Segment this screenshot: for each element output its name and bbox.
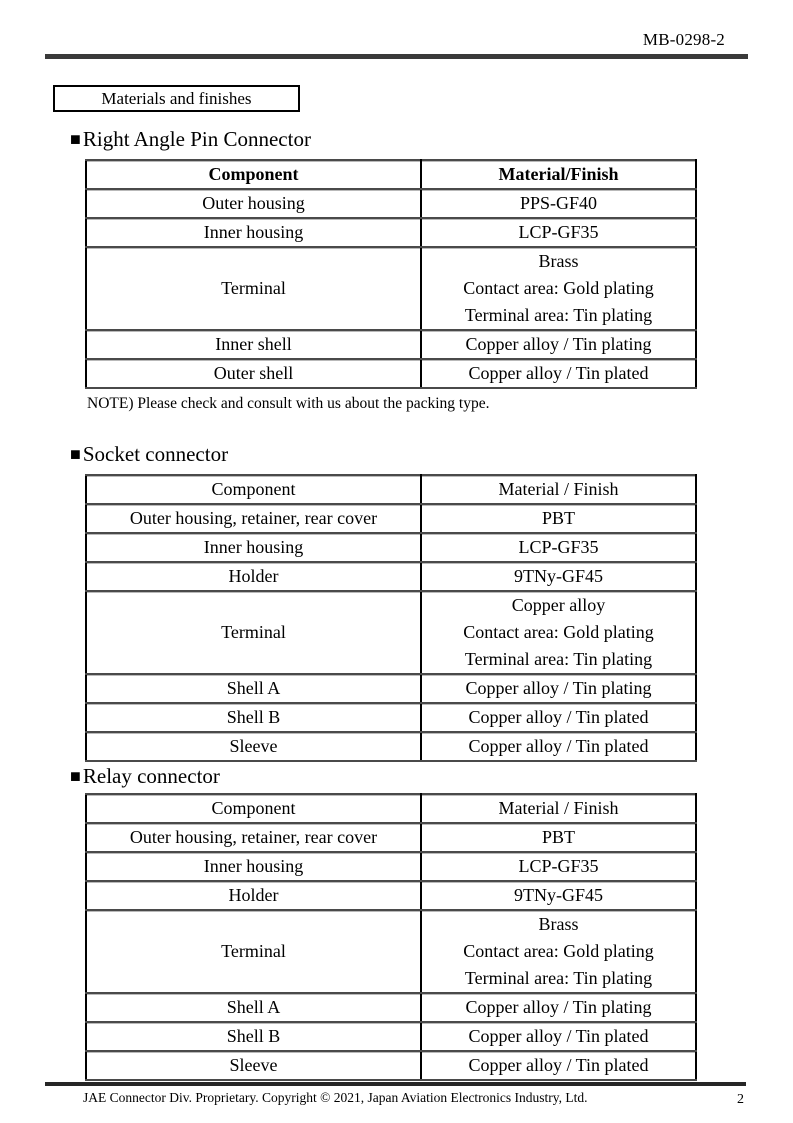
component-cell: Outer housing, retainer, rear cover: [86, 823, 421, 852]
section-heading-text: Right Angle Pin Connector: [82, 127, 311, 151]
component-cell: Terminal: [86, 910, 421, 993]
section-heading: [70, 763, 697, 790]
material-cell: [421, 703, 696, 732]
table-row: [86, 218, 696, 247]
material-cell: [421, 504, 696, 533]
material-cell: [421, 1022, 696, 1051]
material-column-header: Material / Finish: [421, 794, 696, 823]
table-row: [86, 359, 696, 388]
table-row: [86, 852, 696, 881]
table-row: [86, 1022, 696, 1051]
table-row: [86, 881, 696, 910]
table-row: [86, 330, 696, 359]
component-cell: Outer shell: [86, 359, 421, 388]
material-column-header: Material / Finish: [421, 475, 696, 504]
material-line: Terminal area: Tin plating: [464, 649, 653, 669]
component-cell: Outer housing: [86, 189, 421, 218]
footer-copyright: JAE Connector Div. Proprietary. Copyright © 2021, Japan Aviation Electronics Industry, Ltd.: [83, 1090, 588, 1105]
packing-note: NOTE) Please check and consult with us about the packing type.: [87, 395, 490, 412]
material-line: PBT: [541, 508, 575, 528]
material-line: Copper alloy: [511, 595, 606, 615]
material-line: Contact area: Gold plating: [463, 941, 654, 961]
material-line: LCP-GF35: [518, 856, 599, 876]
material-cell: [421, 674, 696, 703]
component-cell: Sleeve: [86, 732, 421, 761]
materials-table-socket: [85, 474, 697, 762]
material-line: 9TNy-GF45: [514, 885, 603, 905]
square-bullet-icon: ■: [70, 129, 81, 149]
material-cell: [421, 533, 696, 562]
table-header-row: [86, 160, 696, 189]
material-cell: [421, 993, 696, 1022]
material-line: Terminal area: Tin plating: [464, 968, 653, 988]
component-cell: Sleeve: [86, 1051, 421, 1080]
section-relay-connector: [70, 763, 697, 1081]
table-row: [86, 533, 696, 562]
component-cell: Shell B: [86, 1022, 421, 1051]
material-line: Copper alloy / Tin plated: [468, 736, 649, 756]
header-double-rule: [45, 54, 748, 59]
material-line: Copper alloy / Tin plating: [465, 334, 652, 354]
table-header-row: [86, 475, 696, 504]
table-header-row: [86, 794, 696, 823]
section-heading: [70, 126, 697, 153]
component-column-header: Component: [86, 475, 421, 504]
material-line: Contact area: Gold plating: [463, 278, 654, 298]
component-cell: Shell A: [86, 993, 421, 1022]
component-cell: Terminal: [86, 591, 421, 674]
table-row: [86, 674, 696, 703]
material-line: LCP-GF35: [518, 537, 599, 557]
component-cell: Inner housing: [86, 533, 421, 562]
material-cell: [421, 910, 696, 993]
component-cell: Inner housing: [86, 218, 421, 247]
section-heading-text: Socket connector: [82, 442, 229, 466]
table-row: [86, 247, 696, 330]
table-row: [86, 1051, 696, 1080]
section-heading: [70, 441, 697, 468]
material-cell: [421, 732, 696, 761]
material-cell: [421, 1051, 696, 1080]
material-cell: [421, 881, 696, 910]
section-heading-text: Relay connector: [82, 764, 220, 788]
material-line: Copper alloy / Tin plated: [468, 363, 649, 383]
document-number: MB-0298-2: [642, 30, 725, 49]
material-cell: [421, 359, 696, 388]
material-cell: [421, 189, 696, 218]
materials-table-relay: [85, 793, 697, 1081]
table-row: [86, 562, 696, 591]
component-cell: Shell A: [86, 674, 421, 703]
table-row: [86, 703, 696, 732]
table-row: [86, 910, 696, 993]
material-cell: [421, 330, 696, 359]
material-line: Terminal area: Tin plating: [464, 305, 653, 325]
material-line: PBT: [541, 827, 575, 847]
material-line: LCP-GF35: [518, 222, 599, 242]
page-number: 2: [737, 1092, 744, 1107]
footer-rule: [45, 1082, 746, 1086]
component-column-header: Component: [86, 794, 421, 823]
section-right-angle-pin-connector: [70, 126, 697, 413]
component-cell: Inner housing: [86, 852, 421, 881]
material-line: Copper alloy / Tin plated: [468, 707, 649, 727]
material-line: Copper alloy / Tin plating: [465, 997, 652, 1017]
title-box: [53, 85, 300, 112]
component-cell: Outer housing, retainer, rear cover: [86, 504, 421, 533]
table-row: [86, 189, 696, 218]
material-line: Copper alloy / Tin plated: [468, 1026, 649, 1046]
material-line: Copper alloy / Tin plated: [468, 1055, 649, 1075]
table-row: [86, 823, 696, 852]
component-column-header: Component: [86, 160, 421, 189]
table-row: [86, 504, 696, 533]
table-row: [86, 591, 696, 674]
component-cell: Shell B: [86, 703, 421, 732]
title-box-label: Materials and finishes: [101, 89, 252, 108]
component-cell: Holder: [86, 881, 421, 910]
material-line: Contact area: Gold plating: [463, 622, 654, 642]
component-cell: Terminal: [86, 247, 421, 330]
material-line: Copper alloy / Tin plating: [465, 678, 652, 698]
material-cell: [421, 218, 696, 247]
square-bullet-icon: ■: [70, 766, 81, 786]
material-line: Brass: [538, 914, 579, 934]
table-row: [86, 993, 696, 1022]
square-bullet-icon: ■: [70, 444, 81, 464]
material-cell: [421, 852, 696, 881]
material-cell: [421, 562, 696, 591]
table-row: [86, 732, 696, 761]
component-cell: Holder: [86, 562, 421, 591]
component-cell: Inner shell: [86, 330, 421, 359]
material-line: Brass: [538, 251, 579, 271]
material-cell: [421, 591, 696, 674]
section-socket-connector: [70, 441, 697, 762]
material-line: 9TNy-GF45: [514, 566, 603, 586]
material-cell: [421, 247, 696, 330]
material-cell: [421, 823, 696, 852]
material-line: PPS-GF40: [519, 193, 598, 213]
materials-table-right-angle-pin: [85, 159, 697, 389]
material-column-header: Material/Finish: [421, 160, 696, 189]
